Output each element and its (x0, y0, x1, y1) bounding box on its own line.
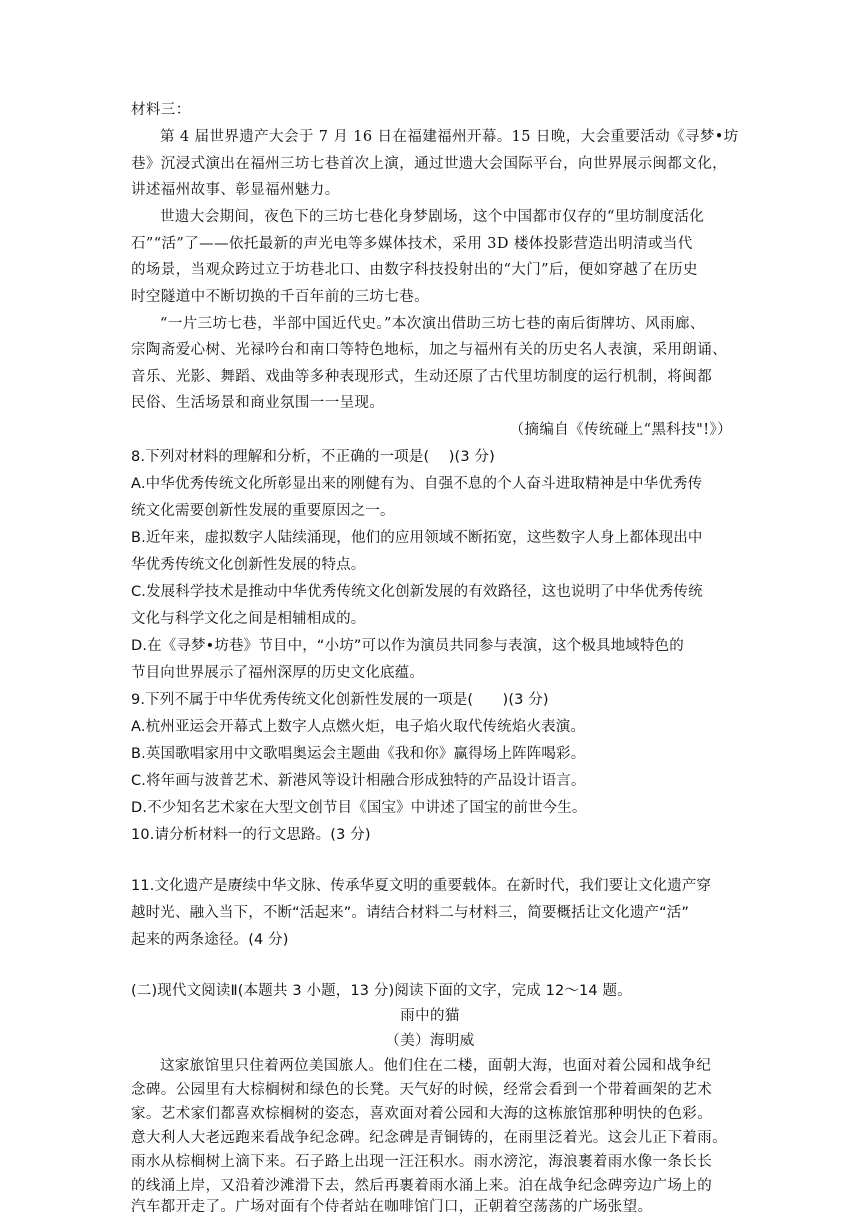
story-p1-line2: 念碑。公园里有大棕榈树和绿色的长凳。天气好的时候，经常会看到一个带着画架的艺术 (131, 1082, 713, 1098)
story-p1-line5: 雨水从棕榈树上滴下来。石子路上出现一汪汪积水。雨水滂沱，海浪裹着雨水像一条长长 (131, 1154, 713, 1170)
material3-heading: 材料三： (131, 102, 191, 118)
q8-option-c-line2: 文化与科学文化之间是相辅相成的。 (131, 611, 366, 627)
story-title: 雨中的猫 (400, 1008, 460, 1024)
story-author: （美）海明威 (385, 1033, 475, 1049)
story-p1-line3: 家。艺术家们都喜欢棕榈树的姿态，喜欢面对着公园和大海的这栋旅馆那种明快的色彩。 (131, 1106, 713, 1122)
q9-stem: 9.下列不属于中华优秀传统文化创新性发展的一项是( )(3 分) (131, 692, 549, 708)
story-p1-line6: 的线涌上岸，又沿着沙滩滑下去，然后再裹着雨水涌上来。泊在战争纪念碑旁边广场上的 (131, 1178, 713, 1194)
q9-option-a: A.杭州亚运会开幕式上数字人点燃火炬，电子焰火取代传统焰火表演。 (131, 719, 586, 735)
material3-p3-line1: “一片三坊七巷，半部中国近代史。”本次演出借助三坊七巷的南后街牌坊、风雨廊、 (160, 316, 705, 332)
q8-stem: 8.下列对材料的理解和分析，不正确的一项是( )(3 分) (131, 449, 495, 465)
q11-line2: 越时光、融入当下，不断“活起来”。请结合材料二与材料三，简要概括让文化遗产“活” (131, 905, 690, 921)
q11-line1: 11.文化遗产是赓续中华文脉、传承华夏文明的重要载体。在新时代，我们要让文化遗产穿 (131, 878, 712, 894)
q10-stem: 10.请分析材料一的行文思路。(3 分) (131, 827, 371, 843)
story-p1-line7: 汽车都开走了。广场对面有个侍者站在咖啡馆门口，正朝着空荡荡的广场张望。 (131, 1199, 653, 1215)
q11-line3: 起来的两条途径。(4 分) (131, 932, 289, 948)
material3-p1-line3: 讲述福州故事、彰显福州魅力。 (131, 182, 340, 198)
material3-p2-line3: 的场景，当观众跨过立于坊巷北口、由数字科技投射出的“大门”后，便如穿越了在历史 (131, 262, 698, 278)
q8-option-a-line1: A.中华优秀传统文化所彰显出来的刚健有为、自强不息的个人奋斗进取精神是中华优秀传 (131, 476, 703, 492)
material3-p3-line2: 宗陶斋爱心树、光禄吟台和南口等特色地标，加之与福州有关的历史名人表演，采用朗诵、 (131, 342, 727, 358)
material3-p1-line1: 第 4 届世界遗产大会于 7 月 16 日在福建福州开幕。15 日晚，大会重要活动《寻梦•坊 (160, 129, 739, 145)
material3-p3-line3: 音乐、光影、舞蹈、戏曲等多种表现形式，生动还原了古代里坊制度的运行机制，将闽都 (131, 369, 713, 385)
story-p1-line1: 这家旅馆里只住着两位美国旅人。他们住在二楼，面朝大海，也面对着公园和战争纪 (160, 1058, 712, 1074)
q8-option-b-line2: 华优秀传统文化创新性发展的特点。 (131, 557, 366, 573)
q8-option-d-line1: D.在《寻梦•坊巷》节目中，“小坊”可以作为演员共同参与表演，这个极具地域特色的 (131, 638, 684, 654)
material3-p2-line4: 时空隧道中不断切换的千百年前的三坊七巷。 (131, 289, 429, 305)
material3-p2-line1: 世遗大会期间，夜色下的三坊七巷化身梦剧场，这个中国都市仅存的“里坊制度活化 (160, 209, 705, 225)
q9-option-d: D.不少知名艺术家在大型文创节目《国宝》中讲述了国宝的前世今生。 (131, 800, 587, 816)
material3-p2-line2: 石”“活”了——依托最新的声光电等多媒体技术，采用 3D 楼体投影营造出明清或当代 (131, 236, 693, 252)
q9-option-c: C.将年画与波普艺术、新港风等设计相融合形成独特的产品设计语言。 (131, 773, 586, 789)
q8-option-a-line2: 统文化需要创新性发展的重要原因之一。 (131, 503, 395, 519)
material3-source: （摘编自《传统碰上“黑科技"!》） (509, 422, 732, 438)
material3-p3-line4: 民俗、生活场景和商业氛围一一呈现。 (131, 395, 385, 411)
story-p1-line4: 意大利人大老远跑来看战争纪念碑。纪念碑是青铜铸的，在雨里泛着光。这会儿正下着雨。 (131, 1130, 727, 1146)
section2-heading: (二)现代文阅读Ⅱ(本题共 3 小题，13 分)阅读下面的文字，完成 12～14 题。 (131, 983, 632, 999)
q8-option-c-line1: C.发展科学技术是推动中华优秀传统文化创新发展的有效路径，这也说明了中华优秀传统 (131, 584, 703, 600)
q9-option-b: B.英国歌唱家用中文歌唱奥运会主题曲《我和你》赢得场上阵阵喝彩。 (131, 746, 586, 762)
material3-p1-line2: 巷》沉浸式演出在福州三坊七巷首次上演，通过世遗大会国际平台，向世界展示闽都文化， (131, 156, 727, 172)
q8-option-d-line2: 节目向世界展示了福州深厚的历史文化底蕴。 (131, 665, 424, 681)
q8-option-b-line1: B.近年来，虚拟数字人陆续涌现，他们的应用领域不断拓宽，这些数字人身上都体现出中 (131, 530, 703, 546)
